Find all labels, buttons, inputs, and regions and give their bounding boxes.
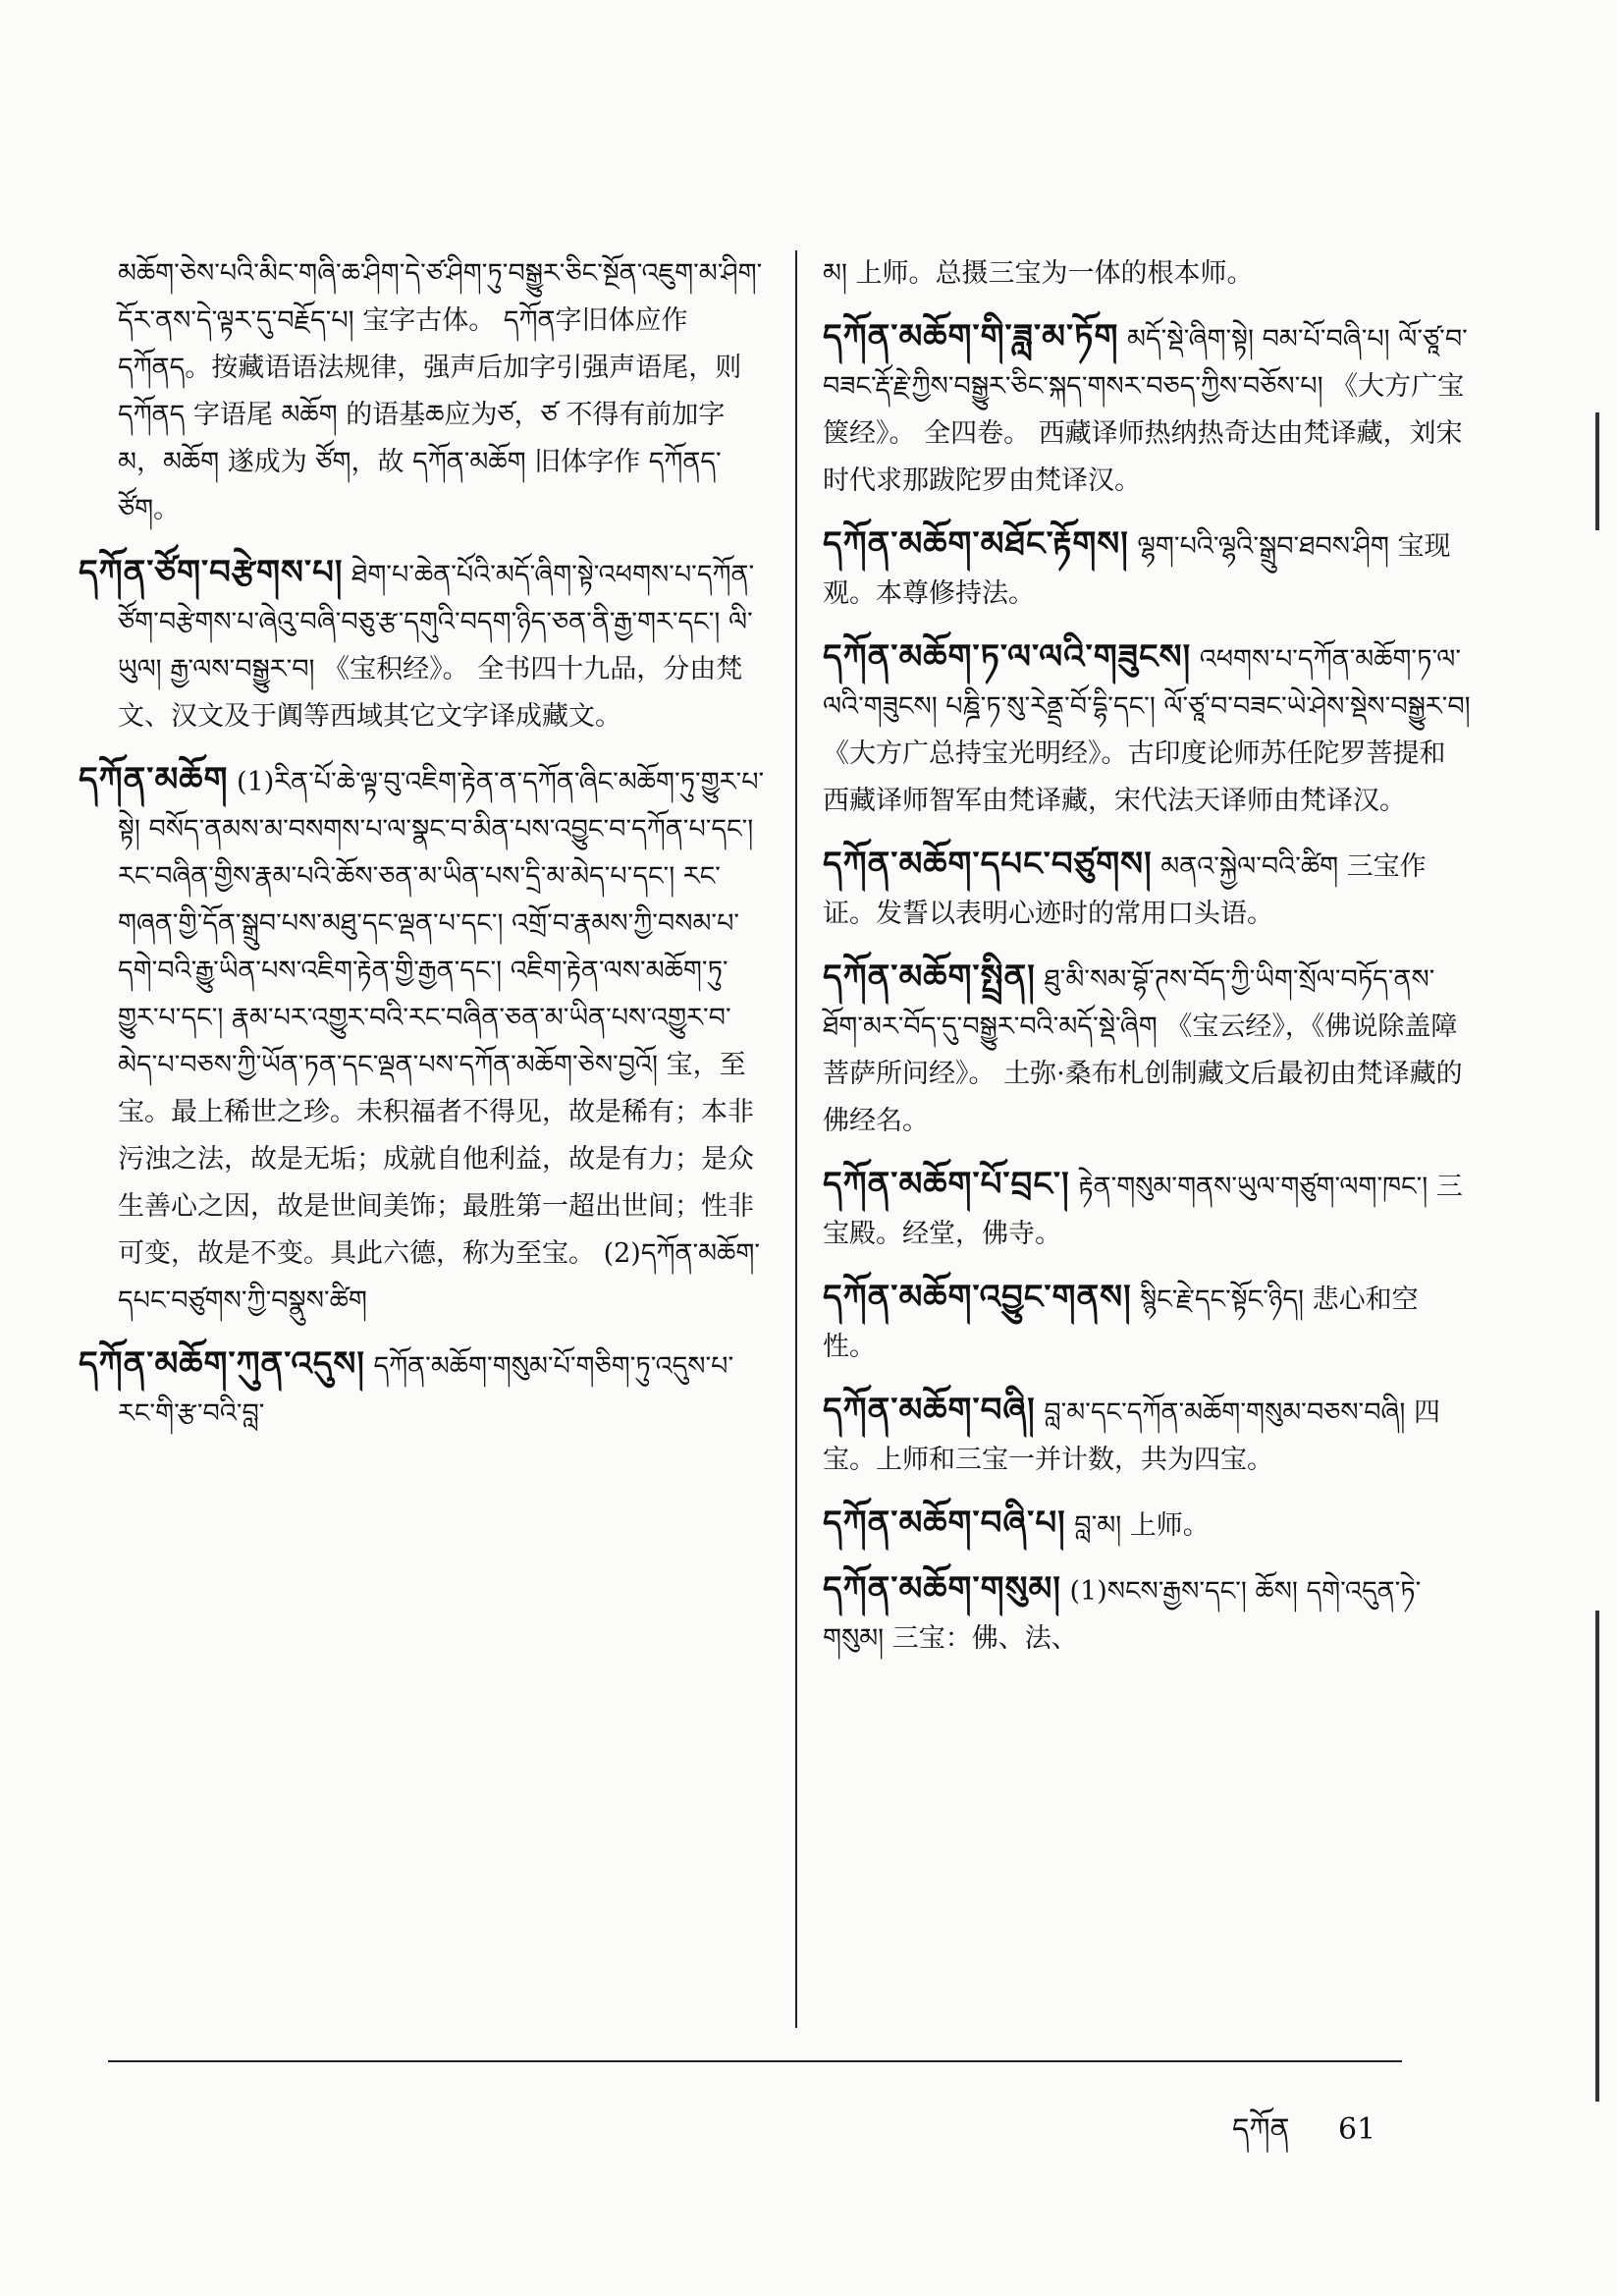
entry-headword: དཀོན་མཆོག་བཞི་པ།: [823, 1503, 1066, 1543]
entry-definition: ཐུ་མི་སམ་བྷོ་ཊས་བོད་ཀྱི་ཡིག་སྲོལ་བཏོད་ནས་ཐོག་མར་བོད་དུ་བསྒྱུར་བའི་མདོ་སྡེ་ཞིག 《宝云经》，《佛说除盖障菩萨所问经》。 土弥·桑布札创制藏文后最初由梵译藏的佛经名。: [823, 964, 1463, 1136]
entry-definition: བླ་མ་དང་དཀོན་མཆོག་གསུམ་བཅས་བཞི། 四宝。上师和三宝一并计数，共为四宝。: [823, 1397, 1441, 1475]
dictionary-entry: [823, 1500, 1471, 1550]
entry-definition: རྟེན་གསུམ་གནས་ཡུལ་གཙུག་ལག་ཁང་། 三宝殿。经堂，佛寺。: [823, 1172, 1463, 1249]
entry-definition: འཕགས་པ་དཀོན་མཆོག་ཏ་ལ་ལའི་གཟུངས། པཎྜི་ཏ་སུ་རེནྡྲ་བོ་དྷི་དང་། ལོ་ཙཱ་བ་བཟང་ཡེ་ཤེས་སྡེས་བསྒྱུར་བ།《大方广总持宝光明经》。古印度论师苏任陀罗菩提和西藏译师智军由梵译藏，宋代法天译师由梵译汉。: [823, 644, 1471, 816]
dictionary-entry: [79, 1340, 766, 1438]
dictionary-entry: [823, 313, 1471, 505]
dictionary-entry: [823, 1565, 1471, 1663]
entry-headword: དཀོན་མཆོག: [79, 760, 229, 799]
left-continuation: མཆོག་ཅེས་པའི་མིང་གཞི་ཆ་ཤིག་དེ་ཙ་ཤིག་ཏུ་བསྒྱུར་ཅིང་སྔོན་འཇུག་མ་ཤིག་དོར་ནས་དེ་ལྟར་དུ་བརྗོད་པ། 宝字古体。 དཀོན字旧体应作 དཀོནད。按藏语语法规律，强声后加字引强声语尾，则 དཀོནད 字语尾 མཆོག 的语基ཆ应为ཙ，ཙ 不得有前加字མ，མཆོག 遂成为 ཙོག，故 དཀོན་མཆོག 旧体字作 དཀོནད་ཙོག。: [118, 258, 763, 524]
entry-definition: (1)རིན་པོ་ཆེ་ལྟ་བུ་འཇིག་རྟེན་ན་དཀོན་ཞིང་མཆོག་ཏུ་གྱུར་པ་སྟེ། བསོད་ནམས་མ་བསགས་པ་ལ་སྣང་བ་མིན་པས་འབྱུང་བ་དཀོན་པ་དང་། རང་བཞིན་གྱིས་རྣམ་པའི་ཆོས་ཅན་མ་ཡིན་པས་དྲི་མ་མེད་པ་དང་། རང་གཞན་གྱི་དོན་སྒྲུབ་པས་མཐུ་དང་ལྡན་པ་དང་། འགྲོ་བ་རྣམས་ཀྱི་བསམ་པ་དགེ་བའི་རྒྱུ་ཡིན་པས་འཇིག་རྟེན་གྱི་རྒྱན་དང་། འཇིག་རྟེན་ལས་མཆོག་ཏུ་གྱུར་པ་དང་། རྣམ་པར་འགྱུར་བའི་རང་བཞིན་ཅན་མ་ཡིན་པས་འགྱུར་བ་མེད་པ་བཅས་ཀྱི་ཡོན་ཏན་དང་ལྡན་པས་དཀོན་མཆོག་ཅེས་བྱའོ། 宝，至宝。最上稀世之珍。未积福者不得见，故是稀有；本非污浊之法，故是无垢；成就自他利益，故是有力；是众生善心之因，故是世间美饰；最胜第一超出世间；性非可变，故是不变。具此六德，称为至宝。 (2)དཀོན་མཆོག་དཔང་བཙུགས་ཀྱི་བསྣུས་ཚིག: [118, 767, 765, 1316]
entry-definition: མདོ་སྡེ་ཞིག་སྟེ། བམ་པོ་བཞི་པ། ལོ་ཙཱ་བ་བཟང་རྡོ་རྗེ་ཀྱིས་བསྒྱུར་ཅིང་སྐད་གསར་བཅད་ཀྱིས་བཅོས་པ། 《大方广宝箧经》。 全四卷。 西藏译师热纳热奇达由梵译藏，刘宋时代求那跋陀罗由梵译汉。: [823, 324, 1468, 496]
entry-definition: མནའ་སྐྱེལ་བའི་ཚིག 三宝作证。发誓以表明心迹时的常用口头语。: [823, 851, 1427, 929]
entry-definition: ལྷག་པའི་ལྷའི་སྒྲུབ་ཐབས་ཤིག 宝现观。本尊修持法。: [823, 531, 1451, 609]
column-divider: [795, 250, 797, 2028]
dictionary-entry: [823, 1161, 1471, 1258]
dictionary-entry: [823, 841, 1471, 938]
dictionary-entry: [823, 520, 1471, 618]
dictionary-entry: [79, 756, 766, 1325]
entry-definition: སྙིང་རྗེ་དང་སྟོང་ཉིད། 悲心和空性。: [823, 1285, 1419, 1362]
page-footer: [1232, 2097, 1415, 2179]
right-continuation: མ། 上师。总摄三宝为一体的根本师。: [823, 258, 1254, 289]
scan-edge-mark: [1595, 412, 1599, 530]
dictionary-entry: [823, 1387, 1471, 1484]
entry-headword: དཀོན་མཆོག་དཔང་བཙུགས།: [823, 845, 1153, 884]
dictionary-entry: [79, 549, 766, 740]
page-number: 61: [1338, 2112, 1376, 2147]
entry-headword: དཀོན་མཆོག་བཞི།: [823, 1391, 1036, 1430]
entry-headword: དཀོན་མཆོག་ཏ་ལ་ལའི་གཟུངས།: [823, 637, 1192, 677]
dictionary-entry: [823, 954, 1471, 1145]
entry-definition: ཐེག་པ་ཆེན་པོའི་མདོ་ཞིག་སྟེ་འཕགས་པ་དཀོན་ཙོག་བརྩེགས་པ་ཞེའུ་བཞི་བཅུ་རྩ་དགུའི་བདག་ཉིད་ཅན་ནི་རྒྱ་གར་དང་། ལི་ཡུལ། རྒྱ་ལས་བསྒྱུར་བ། 《宝积经》。 全书四十九品，分由梵文、汉文及于阗等西域其它文字译成藏文。: [118, 560, 755, 732]
right-column: [823, 250, 1471, 1678]
entry-headword: དཀོན་ཙོག་བརྩེགས་པ།: [79, 553, 344, 592]
dictionary-entry: [823, 1274, 1471, 1371]
scan-edge-mark: [1595, 1611, 1599, 2102]
entry-definition: བླ་མ། 上师。: [1074, 1510, 1210, 1541]
entry-headword: དཀོན་མཆོག་པོ་བྲང་།: [823, 1165, 1070, 1204]
entry-headword: དཀོན་མཆོག་ཀུན་འདུས།: [79, 1344, 365, 1384]
entry-headword: དཀོན་མཆོག་གསུམ།: [823, 1569, 1061, 1609]
entry-definition: (1)སངས་རྒྱས་དང་། ཆོས། དགེ་འདུན་ཏེ་གསུམ། 三宝：佛、法、: [823, 1576, 1422, 1654]
entry-headword: དཀོན་མཆོག་གི་ཟླ་མ་ཏོག: [823, 317, 1119, 356]
dictionary-entry: [823, 633, 1471, 825]
entry-headword: དཀོན་མཆོག་མཐོང་རྟོགས།: [823, 524, 1129, 564]
entry-definition: དཀོན་མཆོག་གསུམ་པོ་གཅིག་ཏུ་འདུས་པ་རང་གི་རྩ་བའི་བླ་: [118, 1351, 734, 1429]
entry-headword: དཀོན་མཆོག་འབྱུང་གནས།: [823, 1278, 1132, 1317]
entry-headword: དཀོན་མཆོག་སྤྲིན།: [823, 957, 1036, 997]
footer-rule: [108, 2060, 1402, 2062]
left-column: [79, 250, 766, 1453]
running-head: དཀོན: [1232, 2112, 1290, 2147]
